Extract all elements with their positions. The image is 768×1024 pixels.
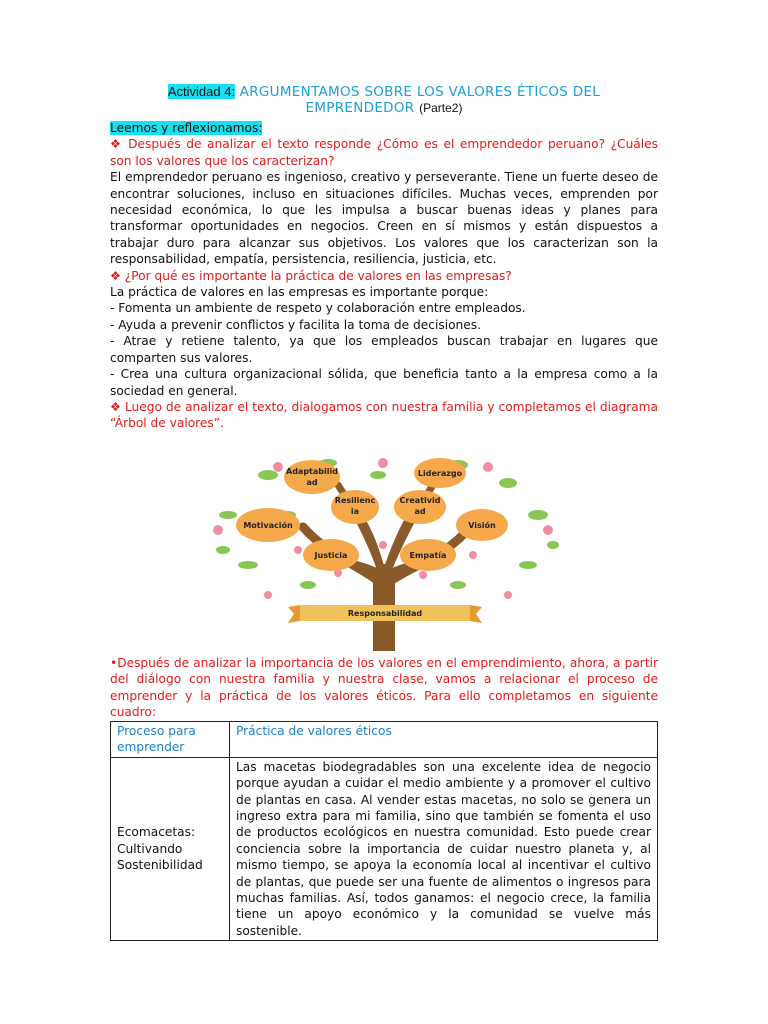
table-cell-process: Ecomacetas: Cultivando Sostenibilidad <box>111 757 230 940</box>
activity-label: Actividad 4: <box>167 84 236 99</box>
document-body <box>110 84 658 432</box>
section-label: Leemos y reflexionamos: <box>110 121 263 135</box>
question-3: ❖ Luego de analizar el texto, dialogamos con nuestra familia y completamos el diagrama “Árbol de valores”. <box>110 399 658 431</box>
question-1: ❖ Después de analizar el texto responde ¿Cómo es el emprendedor peruano? ¿Cuáles son los valores que los caracterizan? <box>110 137 658 168</box>
value-label-creatividad-2: ad <box>414 507 426 516</box>
table-cell-practice: Las macetas biodegradables son una excelente idea de negocio porque ayudan a cuidar el medio ambiente y a promover el cultivo de plantas en casa. Al vender estas macetas, no solo se genera un ingreso extra para mi familia, sino que también se fomenta el uso de productos ecológicos en nuestra comunidad. Esto puede crear conciencia sobre la importancia de cuidar nuestro planeta y, al mismo tiempo, se apoya la economía local al incentivar el cultivo de plantas, que puede ser una fuente de alimentos o ingresos para muchas familias. Así, todos ganamos: el negocio crece, la familia tiene un apoyo económico y la comunidad se vuelve más sostenible. <box>230 757 658 940</box>
table-header-process: Proceso para emprender <box>111 722 230 758</box>
values-table <box>110 721 658 941</box>
value-label-adaptabilidad-2: ad <box>306 478 318 487</box>
question-2: ❖ ¿Por qué es importante la práctica de valores en las empresas? <box>110 268 512 283</box>
title-line-2: EMPRENDEDOR <box>305 100 415 116</box>
question-4: •Después de analizar la importancia de los valores en el emprendimiento, ahora, a partir del diálogo con nuestra familia y nuestra clase, vamos a relacionar el proceso de emprender y la práctica de los valores éticos. Para ello completamos en siguiente cuadro: <box>110 656 658 720</box>
value-label-creatividad-1: Creativid <box>399 496 441 505</box>
title-line-1: ARGUMENTAMOS SOBRE LOS VALORES ÉTICOS DEL <box>239 84 601 100</box>
value-label-justicia: Justicia <box>314 551 348 560</box>
value-label-motivacion: Motivación <box>243 521 293 530</box>
responsabilidad-banner <box>288 605 482 623</box>
answer-2-item: - Fomenta un ambiente de respeto y colaboración entre empleados. <box>110 301 526 316</box>
table-row <box>111 757 658 940</box>
table-header-practice: Práctica de valores éticos <box>230 722 658 758</box>
value-label-resiliencia-2: ia <box>350 507 360 516</box>
value-label-vision: Visión <box>468 521 496 530</box>
value-label-adaptabilidad-1: Adaptabilid <box>286 467 338 476</box>
value-label-resiliencia-1: Resilienc <box>334 496 376 505</box>
values-tree-diagram <box>208 455 560 651</box>
value-label-empatia: Empatía <box>409 551 447 560</box>
answer-1: El emprendedor peruano es ingenioso, creativo y perseverante. Tiene un fuerte deseo de encontrar soluciones, incluso en situaciones difíciles. Muchas veces, emprenden por necesidad económica, lo que les impulsa a buscar buenas ideas y planes para transformar oportunidades en negocios. Creen en sí mismos y están dispuestos a trabajar duro para alcanzar sus objetivos. Los valores que los caracterizan son la responsabilidad, empatía, persistencia, resiliencia, justicia, etc. <box>110 170 658 267</box>
answer-2-item: - Crea una cultura organizacional sólida, que beneficia tanto a la empresa como a la sociedad en general. <box>110 367 658 398</box>
answer-2-intro: La práctica de valores en las empresas es importante porque: <box>110 285 489 300</box>
answer-2-item: - Ayuda a prevenir conflictos y facilita la toma de decisiones. <box>110 317 481 332</box>
table-header-row <box>111 722 658 758</box>
banner-label: Responsabilidad <box>347 609 423 618</box>
page-title <box>110 84 658 116</box>
value-label-liderazgo: Liderazgo <box>417 469 463 478</box>
part-label: (Parte2) <box>419 101 463 115</box>
answer-2-item: - Atrae y retiene talento, ya que los empleados buscan trabajar en lugares que comparten sus valores. <box>110 334 658 365</box>
